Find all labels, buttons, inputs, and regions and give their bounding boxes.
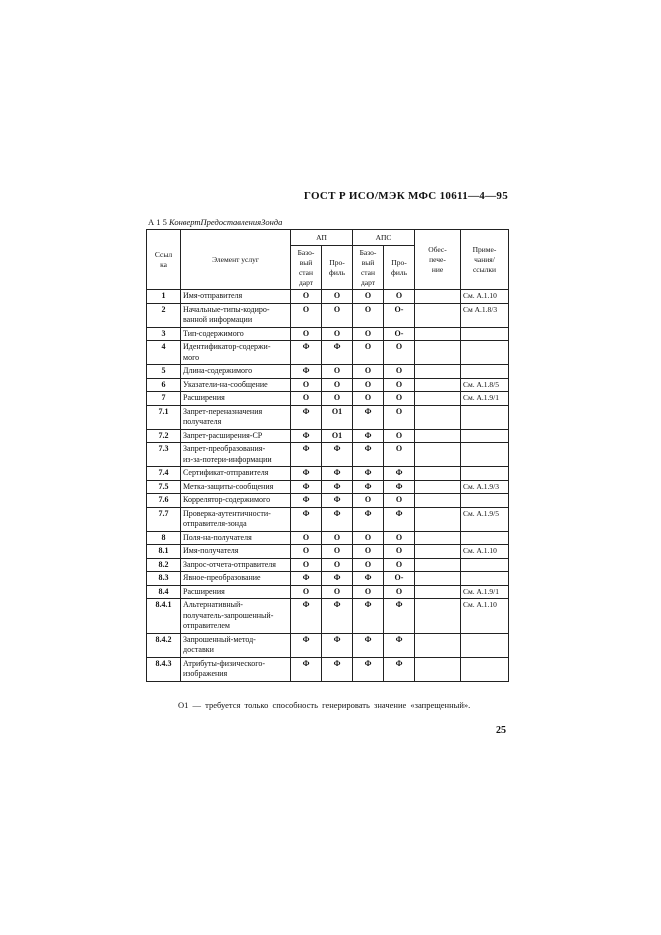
row-element: Идентификатор-содержи- мого (181, 341, 291, 365)
row-ref: 8 (147, 531, 181, 545)
row-ref: 3 (147, 327, 181, 341)
row-value: О (322, 365, 353, 379)
row-note: См. А.1.10 (461, 290, 509, 304)
row-value: Ф (353, 480, 384, 494)
row-note (461, 657, 509, 681)
row-value: О (384, 365, 415, 379)
row-note (461, 443, 509, 467)
table-row (147, 467, 509, 481)
row-value: Ф (291, 365, 322, 379)
row-security (415, 657, 461, 681)
col-aps-base: Базо- вый стан дарт (353, 246, 384, 290)
row-element: Проверка-аутентичности- отправителя-зонда (181, 507, 291, 531)
row-security (415, 303, 461, 327)
row-element: Запрет-переназначения получателя (181, 405, 291, 429)
row-element: Имя-получателя (181, 545, 291, 559)
row-value: О (384, 341, 415, 365)
row-value: Ф (291, 405, 322, 429)
row-value: О (353, 290, 384, 304)
row-note: См А.1.8/3 (461, 303, 509, 327)
row-security (415, 545, 461, 559)
row-value: О (353, 392, 384, 406)
row-ref: 7.5 (147, 480, 181, 494)
col-aps-profile: Про- филь (384, 246, 415, 290)
row-element: Тип-содержимого (181, 327, 291, 341)
row-value: О (353, 585, 384, 599)
table-row (147, 365, 509, 379)
row-value: О (322, 378, 353, 392)
row-ref: 7 (147, 392, 181, 406)
row-element: Поля-на-получателя (181, 531, 291, 545)
table-row (147, 429, 509, 443)
row-value: О (353, 494, 384, 508)
table-row (147, 599, 509, 634)
table-row (147, 494, 509, 508)
row-value: О (322, 327, 353, 341)
row-value: О (384, 558, 415, 572)
row-note (461, 341, 509, 365)
row-element: Имя-отправителя (181, 290, 291, 304)
row-note (461, 429, 509, 443)
row-value: О1 (322, 405, 353, 429)
row-security (415, 494, 461, 508)
row-value: О (384, 290, 415, 304)
row-element: Запрос-отчета-отправителя (181, 558, 291, 572)
row-security (415, 480, 461, 494)
row-note: См. А.1.10 (461, 545, 509, 559)
table-row (147, 405, 509, 429)
row-note (461, 531, 509, 545)
row-value: О (322, 290, 353, 304)
row-value: О (353, 531, 384, 545)
row-security (415, 378, 461, 392)
row-value: Ф (322, 633, 353, 657)
row-value: О (291, 585, 322, 599)
row-value: Ф (353, 507, 384, 531)
row-value: О (322, 558, 353, 572)
row-value: Ф (322, 480, 353, 494)
row-element: Сертификат-отправителя (181, 467, 291, 481)
row-security (415, 572, 461, 586)
table-row (147, 531, 509, 545)
row-element: Альтернативный- получатель-запрошенный- отправителем (181, 599, 291, 634)
row-element: Расширения (181, 585, 291, 599)
row-element: Запрет-преобразования- из-за-потери-информации (181, 443, 291, 467)
row-value: О- (384, 572, 415, 586)
row-security (415, 341, 461, 365)
table-row (147, 303, 509, 327)
row-security (415, 599, 461, 634)
row-ref: 7.7 (147, 507, 181, 531)
row-note (461, 327, 509, 341)
row-value: О (384, 392, 415, 406)
row-value: О (384, 585, 415, 599)
row-value: Ф (384, 657, 415, 681)
row-value: Ф (384, 633, 415, 657)
row-ref: 2 (147, 303, 181, 327)
row-value: Ф (384, 480, 415, 494)
row-value: О (291, 392, 322, 406)
col-ap-profile: Про- филь (322, 246, 353, 290)
col-ap-base: Базо- вый стан дарт (291, 246, 322, 290)
row-value: Ф (322, 507, 353, 531)
row-value: Ф (322, 341, 353, 365)
row-value: Ф (291, 494, 322, 508)
row-value: О (384, 443, 415, 467)
row-value: О (291, 378, 322, 392)
row-note: См. А.1.9/1 (461, 585, 509, 599)
row-ref: 8.4 (147, 585, 181, 599)
row-value: О (353, 365, 384, 379)
row-value: Ф (291, 572, 322, 586)
row-value: Ф (291, 467, 322, 481)
row-note: См. А.1.8/5 (461, 378, 509, 392)
row-note: См. А.1.9/3 (461, 480, 509, 494)
row-security (415, 633, 461, 657)
row-ref: 8.2 (147, 558, 181, 572)
col-aps: АПС (353, 230, 415, 246)
row-security (415, 443, 461, 467)
row-security (415, 585, 461, 599)
row-element: Длина-содержимого (181, 365, 291, 379)
row-value: Ф (291, 507, 322, 531)
row-note (461, 572, 509, 586)
row-ref: 8.1 (147, 545, 181, 559)
col-security: Обес- пече- ние (415, 230, 461, 290)
row-value: О (353, 545, 384, 559)
row-value: О (291, 290, 322, 304)
row-value: О (353, 341, 384, 365)
row-element: Указатели-на-сообщение (181, 378, 291, 392)
row-value: Ф (291, 341, 322, 365)
caption-title: КонвертПредоставленияЗонда (169, 217, 283, 227)
row-value: О- (384, 327, 415, 341)
row-value: О (291, 558, 322, 572)
row-element: Коррелятор-содержимого (181, 494, 291, 508)
page-number: 25 (496, 725, 506, 736)
row-value: О (291, 327, 322, 341)
table-row (147, 545, 509, 559)
row-value: О- (384, 303, 415, 327)
row-element: Метка-защиты-сообщения (181, 480, 291, 494)
row-element: Запрошенный-метод- доставки (181, 633, 291, 657)
row-value: Ф (291, 429, 322, 443)
row-security (415, 467, 461, 481)
row-value: О (322, 585, 353, 599)
footnote: О1 — требуется только способность генерировать значение «запрещенный». (178, 700, 471, 710)
table-row (147, 507, 509, 531)
row-element: Явное-преобразование (181, 572, 291, 586)
row-ref: 1 (147, 290, 181, 304)
row-security (415, 327, 461, 341)
row-value: Ф (322, 657, 353, 681)
row-value: О (384, 531, 415, 545)
table-row (147, 657, 509, 681)
row-ref: 7.1 (147, 405, 181, 429)
row-value: Ф (322, 599, 353, 634)
row-value: О (353, 378, 384, 392)
row-value: Ф (353, 657, 384, 681)
table-row (147, 585, 509, 599)
table-row (147, 572, 509, 586)
row-value: Ф (353, 467, 384, 481)
col-notes: Приме- чания/ ссылки (461, 230, 509, 290)
table-row (147, 327, 509, 341)
row-element: Расширения (181, 392, 291, 406)
row-value: Ф (384, 467, 415, 481)
row-security (415, 531, 461, 545)
table-row (147, 558, 509, 572)
table-row (147, 290, 509, 304)
row-value: Ф (353, 572, 384, 586)
row-ref: 7.2 (147, 429, 181, 443)
row-ref: 6 (147, 378, 181, 392)
row-value: Ф (322, 494, 353, 508)
row-ref: 4 (147, 341, 181, 365)
row-value: Ф (353, 443, 384, 467)
row-element: Начальные-типы-кодиро- ванной информации (181, 303, 291, 327)
row-note (461, 405, 509, 429)
row-value: О (353, 327, 384, 341)
row-security (415, 558, 461, 572)
row-value: Ф (384, 599, 415, 634)
row-value: Ф (353, 405, 384, 429)
table-row (147, 378, 509, 392)
table-row (147, 633, 509, 657)
row-value: О (353, 303, 384, 327)
row-ref: 7.3 (147, 443, 181, 467)
table-caption (148, 217, 282, 227)
document-header: ГОСТ Р ИСО/МЭК МФС 10611—4—95 (303, 190, 508, 202)
row-value: О (353, 558, 384, 572)
table-row (147, 392, 509, 406)
row-value: О (291, 545, 322, 559)
row-value: Ф (291, 633, 322, 657)
row-value: О (291, 303, 322, 327)
row-note (461, 633, 509, 657)
row-ref: 8.4.2 (147, 633, 181, 657)
row-value: Ф (291, 443, 322, 467)
row-element: Атрибуты-физического- изображения (181, 657, 291, 681)
row-ref: 8.4.1 (147, 599, 181, 634)
row-value: О (322, 303, 353, 327)
row-value: Ф (322, 443, 353, 467)
row-value: О (322, 531, 353, 545)
row-value: О (384, 378, 415, 392)
row-element: Запрет-расширения-СР (181, 429, 291, 443)
row-security (415, 507, 461, 531)
row-value: О (322, 545, 353, 559)
row-value: О (322, 392, 353, 406)
row-note: См. А.1.10 (461, 599, 509, 634)
col-ref: Ссыл ка (147, 230, 181, 290)
row-value: О (384, 494, 415, 508)
row-security (415, 429, 461, 443)
row-note (461, 558, 509, 572)
row-note (461, 467, 509, 481)
caption-number: А 1 5 (148, 217, 167, 227)
row-value: Ф (322, 467, 353, 481)
row-security (415, 405, 461, 429)
row-value: Ф (353, 633, 384, 657)
row-security (415, 392, 461, 406)
row-note: См. А.1.9/5 (461, 507, 509, 531)
row-note (461, 365, 509, 379)
row-value: Ф (353, 599, 384, 634)
row-note: См. А.1.9/1 (461, 392, 509, 406)
row-ref: 5 (147, 365, 181, 379)
row-ref: 8.3 (147, 572, 181, 586)
col-element: Элемент услуг (181, 230, 291, 290)
row-note (461, 494, 509, 508)
row-value: О1 (322, 429, 353, 443)
row-value: Ф (384, 507, 415, 531)
row-value: О (291, 531, 322, 545)
service-elements-table (146, 229, 509, 682)
row-value: Ф (291, 480, 322, 494)
row-value: Ф (322, 572, 353, 586)
row-ref: 7.4 (147, 467, 181, 481)
row-value: О (384, 429, 415, 443)
row-ref: 8.4.3 (147, 657, 181, 681)
table-row (147, 480, 509, 494)
row-value: О (384, 405, 415, 429)
row-value: О (384, 545, 415, 559)
row-security (415, 290, 461, 304)
row-value: Ф (353, 429, 384, 443)
table-row (147, 341, 509, 365)
row-value: Ф (291, 657, 322, 681)
col-ap: АП (291, 230, 353, 246)
row-ref: 7.6 (147, 494, 181, 508)
table-row (147, 443, 509, 467)
row-security (415, 365, 461, 379)
row-value: Ф (291, 599, 322, 634)
